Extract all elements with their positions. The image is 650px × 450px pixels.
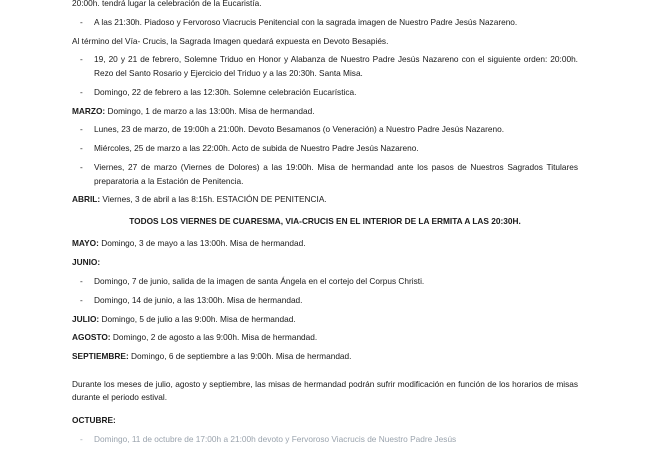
month-label: ABRIL: <box>72 194 101 205</box>
month-heading-junio: JUNIO: <box>72 257 101 268</box>
list-item <box>72 142 578 155</box>
list-item-text: Lunes, 23 de marzo, de 19:00h a 21:00h. Devoto Besamanos (o Veneración) a Nuestro Padre Jesús Nazareno. <box>94 124 505 135</box>
month-entry-julio <box>72 313 578 326</box>
dash-bullet-icon: - <box>80 54 83 65</box>
month-label: AGOSTO: <box>72 332 111 343</box>
list-item-text: Domingo, 7 de junio, salida de la imagen de santa Ángela en el cortejo del Corpus Christi. <box>94 275 425 286</box>
paragraph: 20:00h. tendrá lugar la celebración de la Eucaristía. <box>72 0 262 8</box>
month-text: Domingo, 3 de mayo a las 13:00h. Misa de hermandad. <box>98 238 306 249</box>
dash-bullet-icon: - <box>80 16 83 27</box>
month-text: Domingo, 1 de marzo a las 13:00h. Misa de hermandad. <box>105 105 315 116</box>
list-item-text: Domingo, 11 de octubre de 17:00h a 21:00h devoto y Fervoroso Viacrucis de Nuestro Padre Jesús <box>94 434 457 445</box>
list-item-text: Domingo, 22 de febrero a las 12:30h. Solemne celebración Eucarística. <box>94 86 357 97</box>
month-text: Viernes, 3 de abril a las 8:15h. ESTACIÓN DE PENITENCIA. <box>100 194 327 205</box>
list-item <box>72 123 578 136</box>
paragraph: Al término del Vía- Crucis, la Sagrada Imagen quedará expuesta en Devoto Besapiés. <box>72 35 389 46</box>
list-item <box>72 433 578 445</box>
month-heading-octubre: OCTUBRE: <box>72 415 116 426</box>
month-label: JULIO: <box>72 313 100 324</box>
spacer <box>72 369 578 378</box>
list-item <box>72 275 578 288</box>
list-item-text: A las 21:30h. Piadoso y Fervoroso Viacrucis Penitencial con la sagrada imagen de Nuestro Padre Jesús Nazareno. <box>94 16 518 27</box>
month-label: MARZO: <box>72 105 106 116</box>
list-item-text: Miércoles, 25 de marzo a las 22:00h. Acto de subida de Nuestro Padre Jesús Nazareno. <box>94 143 419 154</box>
list-item <box>72 161 578 188</box>
month-label: SEPTIEMBRE: <box>72 351 129 362</box>
list-item <box>72 16 578 29</box>
document-body <box>72 0 578 445</box>
list-item-text: 19, 20 y 21 de febrero, Solemne Triduo en Honor y Alabanza de Nuestro Padre Jesús Nazareno con el siguiente orden: 20:00h. Rezo del Santo Rosario y Ejercicio del Triduo y a las 20:30h. Santa Misa. <box>94 54 578 78</box>
dash-bullet-icon: - <box>80 294 83 305</box>
highlight-notice: TODOS LOS VIERNES DE CUARESMA, VIA-CRUCIS EN EL INTERIOR DE LA ERMITA A LAS 20:30H. <box>129 215 521 226</box>
dash-bullet-icon: - <box>80 434 83 445</box>
month-text: Domingo, 5 de julio a las 9:00h. Misa de hermandad. <box>99 313 296 324</box>
paragraph-estival: Durante los meses de julio, agosto y septiembre, las misas de hermandad podrán sufrir modificación en función de los horarios de misas durante el periodo estival. <box>72 379 578 403</box>
list-item <box>72 53 578 80</box>
dash-bullet-icon: - <box>80 124 83 135</box>
list-item-text: Viernes, 27 de marzo (Viernes de Dolores) a las 19:00h. Misa de hermandad ante los pasos de Nuestros Sagrados Titulares preparatoria a la Estación de Penitencia. <box>94 162 578 186</box>
list-item <box>72 86 578 99</box>
list-item-text: Domingo, 14 de junio, a las 13:00h. Misa de hermandad. <box>94 294 303 305</box>
month-entry-septiembre <box>72 350 578 363</box>
dash-bullet-icon: - <box>80 86 83 97</box>
month-entry-abril <box>72 193 578 206</box>
month-label: MAYO: <box>72 238 99 249</box>
month-text: Domingo, 6 de septiembre a las 9:00h. Misa de hermandad. <box>128 351 352 362</box>
list-item <box>72 294 578 307</box>
dash-bullet-icon: - <box>80 143 83 154</box>
month-text: Domingo, 2 de agosto a las 9:00h. Misa de hermandad. <box>110 332 318 343</box>
month-entry-marzo <box>72 105 578 118</box>
month-entry-mayo <box>72 237 578 250</box>
dash-bullet-icon: - <box>80 162 83 173</box>
month-entry-agosto <box>72 331 578 344</box>
dash-bullet-icon: - <box>80 275 83 286</box>
